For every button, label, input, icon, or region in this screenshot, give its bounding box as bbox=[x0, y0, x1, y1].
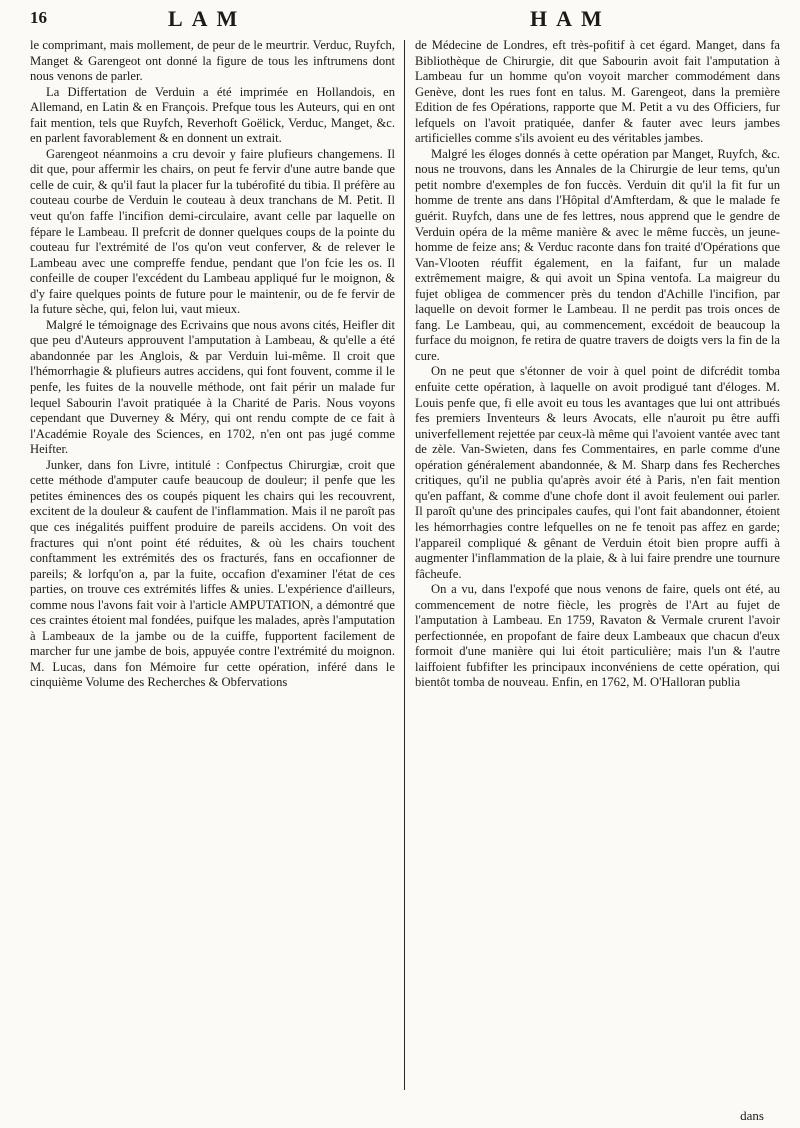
folio-number: 16 bbox=[30, 8, 47, 27]
paragraph: le comprimant, mais mollement, de peur de le meurtrir. Verduc, Ruyfch, Manget & Garengeot ont donné la figure de tous les inftrumens dont nous venons de parler. bbox=[30, 38, 395, 84]
paragraph: La Differtation de Verduin a été imprimée en Hollandois, en Allemand, en Latin & en François. Prefque tous les Auteurs, qui en ont fait mention, tels que Ruyfch, Reverhoft Goëlick, Verduc, Manget, &c. en parlent favorablement & en donnent un extrait. bbox=[30, 84, 395, 146]
paragraph: de Médecine de Londres, eft très-pofitif à cet égard. Manget, dans fa Bibliothèque de Chirurgie, dit que Sabourin avoit fait l'amputation à Lambeau fur un homme qu'on voyoit marcher commodément dans Genève, dont les rues font en talus. M. Garengeot, dans la première Edition de fes Opérations, rapporte que M. Petit a vu des Officiers, fur lefquels on l'avoit pratiquée, danfer & fauter avec leurs jambes artificielles comme s'ils avoient eu des véritables jambes. bbox=[415, 38, 780, 146]
paragraph: On a vu, dans l'expofé que nous venons de faire, quels ont été, au commencement de notre fiècle, les progrès de l'Art au fujet de l'amputation à Lambeau. En 1759, Ravaton & Vermale crurent l'avoir perfectionnée, en propofant de faire deux Lambeaux que chacun d'eux formoit d'une manière qui lui étoit particulière; mais l'un & l'autre laiffoient fubfifter les principaux inconvéniens de cette opération, qui bientôt tomba de nouveau. Enfin, en 1762, M. O'Halloran publia bbox=[415, 582, 780, 690]
left-column bbox=[30, 38, 395, 691]
paragraph: Garengeot néanmoins a cru devoir y faire plufieurs changemens. Il dit que, pour affermir les chairs, on peut fe fervir d'une autre bande que celle de cuir, & qu'il faut la placer fur la tubérofité du tibia. Il préfère au couteau courbe de Verduin le couteau à deux tranchans de M. Petit. Il veut qu'on faffe l'incifion demi-circulaire, avant celle par laquelle on fépare le Lambeau. Il prefcrit de donner quelques coups de la pointe du couteau fur l'extrémité de l'os qu'on veut conferver, & de relever le Lambeau avec une compreffe fendue, pendant que l'on fcie les os. Il confeille de couper l'excédent du Lambeau appliqué fur le moignon, & d'y faire quelques points de future pour le maintenir, ou de fe fervir de la future sèche, qui, felon lui, vaut mieux. bbox=[30, 146, 395, 317]
paragraph: Junker, dans fon Livre, intitulé : Confpectus Chirurgiæ, croit que cette méthode d'amputer caufe beaucoup de douleur; il penfe que les petites éminences des os coupés piquent les chairs qui les recouvrent, excitent de la douleur & caufent de l'inflammation. Mais il ne paroît pas que ces inégalités puiffent produire de pareils accidens. On voit des fractures qui n'ont point été réduites, & où les chairs touchent conftamment les extrémités des os fracturés, fans en occafionner de pareils; & lorfqu'on a, par la fuite, occafion d'examiner l'état de ces parties, on trouve ces extrémités liffes & unies. L'expérience d'ailleurs, comme nous l'avons fait voir à l'article AMPUTATION, a démontré que ces craintes étoient mal fondées, puifque les malades, après l'amputation à Lambeaux de la jambe ou de la cuiffe, fupportent facilement de marcher fur une jambe de bois, appuyée contre l'extrémité du moignon. M. Lucas, dans fon Mémoire fur cette opération, inféré dans le cinquième Volume des Recherches & Obfervations bbox=[30, 457, 395, 690]
catchword: dans bbox=[740, 1108, 764, 1123]
running-head-right: HAM bbox=[530, 6, 611, 31]
running-head-left: LAM bbox=[168, 6, 247, 31]
paragraph: Malgré les éloges donnés à cette opération par Manget, Ruyfch, &c. nous ne trouvons, dans les Annales de la Chirurgie de leur tems, qu'un petit nombre d'exemples de fon fuccès. Verduin dit qu'il la fit fur un homme de trente ans dans l'Hôpital d'Amfterdam, & que le malade fe guérit. Ruyfch, dans une de fes lettres, nous apprend que le gendre de Verduin opéra de la même manière & avec le même fuccès, un jeune-homme de feize ans; & Verduc raconte dans fon traité d'Opérations que Van-Vlooten réuffit également, en la faifant, fur un malade extrêmement maigre, & qui avoit un Spina ventofa. La maigreur du fujet obligea de commencer près du tendon d'Achille l'incifion, par laquelle on devoit former le Lambeau. Il ne perdit pas trois onces de fang. Le Lambeau, qui, au commencement, excédoit de beaucoup la furface du moignon, fe retira de quatre travers de doigts vers la fin de la cure. bbox=[415, 146, 780, 363]
paragraph: On ne peut que s'étonner de voir à quel point de difcrédit tomba enfuite cette opération, à laquelle on avoit prodigué tant d'éloges. M. Louis penfe que, fi elle avoit eu tous les avantages que lui ont attribués fes premiers Inventeurs & leurs Avocats, elle n'auroit pu être auffi univerfellement rejettée par ceux-là même qui l'avoient vantée avec tant de zèle. Van-Swieten, dans fes Commentaires, en parle comme d'une opération généralement abandonnée, & M. Sharp dans fes Recherches critiques, qu'il ne publia qu'après avoir été à Paris, n'en fait mention qu'en paffant, & comme d'une chofe dont il avoit feulement oui parler. Il paroît qu'une des principales caufes, qui l'ont fait abandonner, étoient les hémorrhagies contre lefquelles on ne fe tenoit pas affez en garde; l'appareil compliqué & gênant de Verduin étoit bien propre auffi à augmenter l'inflammation de la plaie, & à lui faire prendre une tournure fâcheufe. bbox=[415, 364, 780, 581]
paragraph: Malgré le témoignage des Ecrivains que nous avons cités, Heifler dit que peu d'Auteurs approuvent l'amputation à Lambeau, & qu'elle a été abandonnée par les Anglois, & par Verduin lui-même. Il croit que l'hémorrhagie & plufieurs autres accidens, qui font fouvent, comme il le penfe, les fuites de la nouvelle méthode, ont fait périr un malade fur lequel Sabourin l'avoit pratiquée à la Charité de Paris. Nous voyons cependant que Duverney & Méry, qui ont rendu compte de ce fait à l'Académie Royale des Sciences, en 1702, n'en ont pas jugé comme Heifter. bbox=[30, 317, 395, 457]
column-divider bbox=[404, 40, 405, 1090]
right-column bbox=[415, 38, 780, 691]
page-header bbox=[30, 6, 770, 34]
